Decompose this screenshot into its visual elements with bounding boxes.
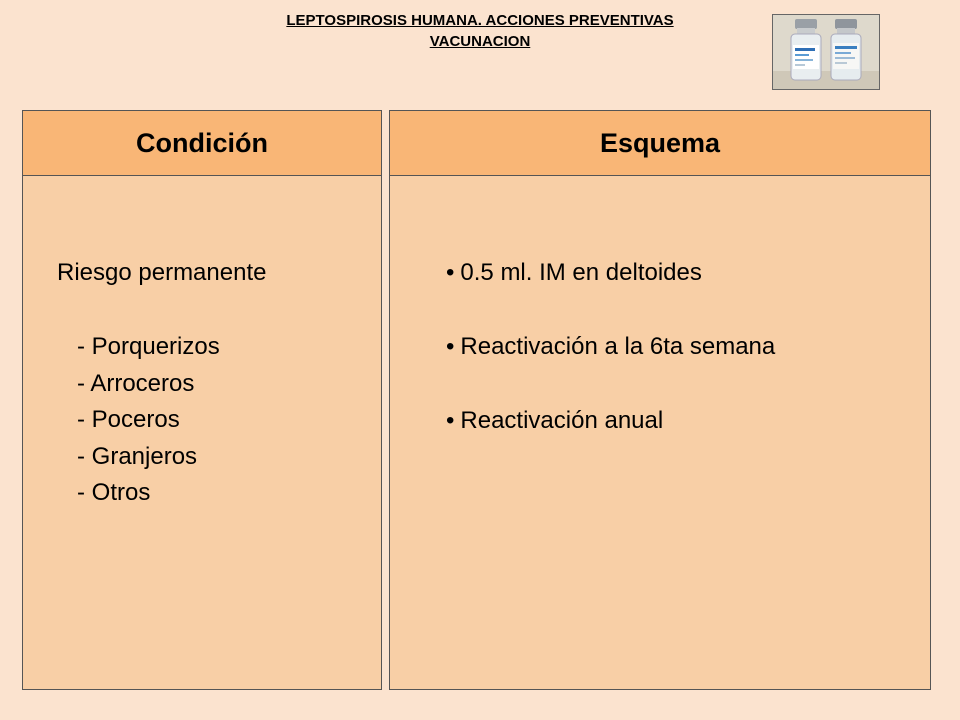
condition-item: - Poceros bbox=[77, 406, 180, 433]
vaccine-vials-image bbox=[773, 15, 879, 89]
scheme-item-text: Reactivación a la 6ta semana bbox=[460, 333, 776, 360]
scheme-header: Esquema bbox=[390, 111, 930, 176]
slide-title bbox=[180, 10, 780, 52]
condition-item: - Otros bbox=[77, 479, 151, 506]
bullet-icon: • bbox=[446, 259, 455, 286]
slide-title-line-1: LEPTOSPIROSIS HUMANA. ACCIONES PREVENTIVAS bbox=[286, 12, 674, 29]
slide-title-line-2: VACUNACION bbox=[429, 33, 531, 50]
scheme-item bbox=[446, 259, 775, 295]
scheme-panel bbox=[389, 110, 931, 690]
condition-header: Condición bbox=[23, 111, 381, 176]
condition-lead: Riesgo permanente bbox=[57, 259, 267, 286]
bullet-icon: • bbox=[446, 333, 455, 360]
condition-item: - Arroceros bbox=[77, 369, 195, 397]
condition-item: - Granjeros bbox=[77, 442, 198, 470]
scheme-item-text: 0.5 ml. IM en deltoides bbox=[460, 259, 702, 286]
bullet-icon: • bbox=[446, 407, 455, 434]
scheme-list bbox=[446, 259, 775, 481]
condition-item: - Porquerizos bbox=[77, 333, 220, 360]
scheme-item bbox=[446, 333, 775, 369]
condition-panel bbox=[22, 110, 382, 690]
condition-list bbox=[77, 329, 220, 512]
scheme-item bbox=[446, 407, 775, 443]
scheme-item-text: Reactivación anual bbox=[460, 407, 664, 434]
vaccine-vials-photo bbox=[772, 14, 880, 90]
